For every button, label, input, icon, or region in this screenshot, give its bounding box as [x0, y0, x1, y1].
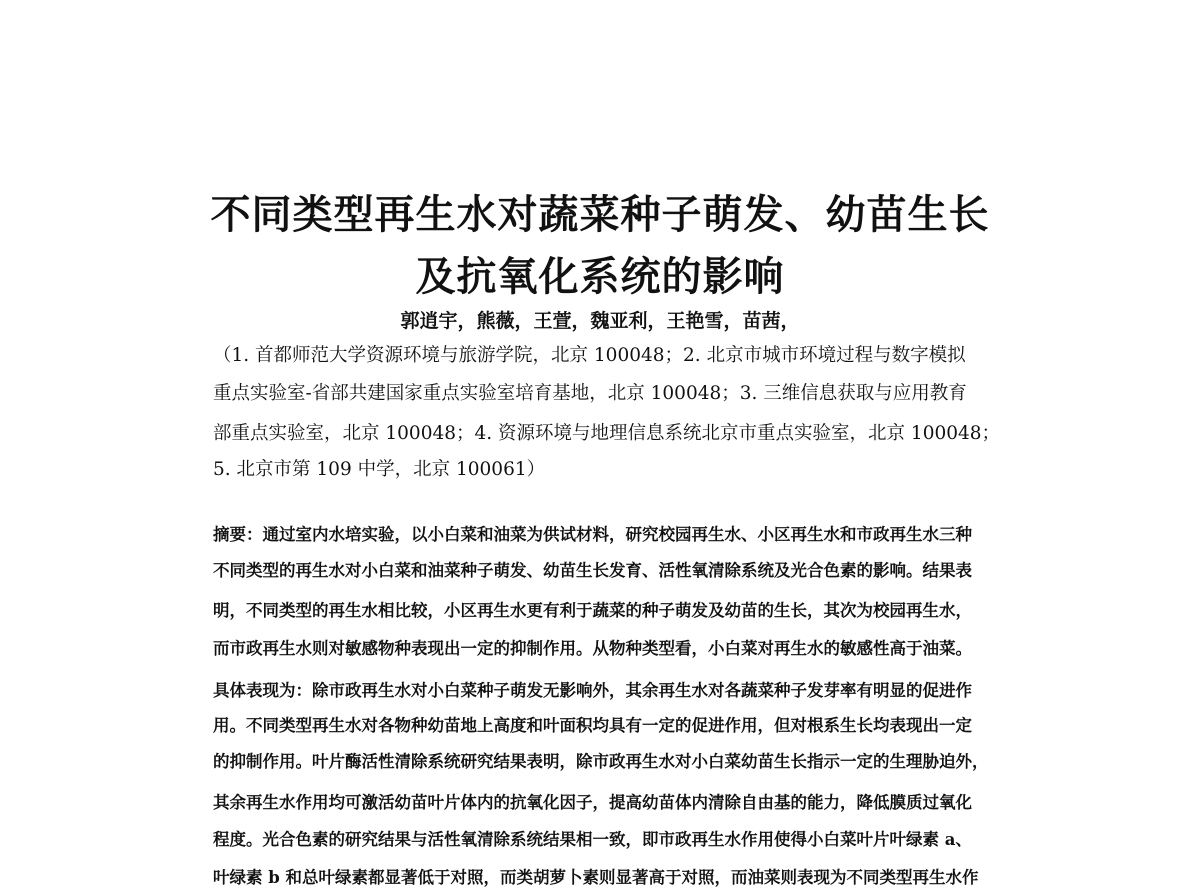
abstract-line: 明，不同类型的再生水相比较，小区再生水更有利于蔬菜的种子萌发及幼苗的生长，其次为校园再生水， — [213, 601, 972, 620]
abstract-line: 叶绿素 b 和总叶绿素都显著低于对照，而类胡萝卜素则显著高于对照，而油菜则表现为不同类型再生水作 — [213, 868, 979, 887]
abstract-line: 其余再生水作用均可激活幼苗叶片体内的抗氧化因子，提高幼苗体内清除自由基的能力，降低膜质过氧化 — [213, 793, 972, 812]
abstract-line: 程度。光合色素的研究结果与活性氧清除系统结果相一致，即市政再生水作用使得小白菜叶片叶绿素 a、 — [213, 830, 972, 849]
abstract-line: 不同类型的再生水对小白菜和油菜种子萌发、幼苗生长发育、活性氧清除系统及光合色素的影响。结果表 — [213, 561, 972, 580]
abstract-label: 摘要： — [213, 525, 263, 544]
author-list: 郭逍宇，熊薇，王萱，魏亚利，王艳雪，苗茜， — [400, 310, 800, 332]
affiliation-line: 部重点实验室，北京 100048；4. 资源环境与地理信息系统北京市重点实验室，北京 100048； — [213, 423, 1001, 444]
abstract-line: 的抑制作用。叶片酶活性清除系统研究结果表明，除市政再生水对小白菜幼苗生长指示一定的生理胁迫外， — [213, 752, 989, 771]
abstract-line: 而市政再生水则对敏感物种表现出一定的抑制作用。从物种类型看，小白菜对再生水的敏感性高于油菜。 — [213, 639, 972, 658]
title-line-2: 及抗氧化系统的影响 — [415, 254, 785, 300]
title-line-1: 不同类型再生水对蔬菜种子萌发、幼苗生长 — [210, 192, 990, 238]
abstract-line: 用。不同类型再生水对各物种幼苗地上高度和叶面积均具有一定的促进作用，但对根系生长均表现出一定 — [213, 716, 972, 735]
abstract-line: 摘要：通过室内水培实验，以小白菜和油菜为供试材料，研究校园再生水、小区再生水和市政再生水三种 — [213, 525, 972, 544]
affiliation-line: （1. 首都师范大学资源环境与旅游学院，北京 100048；2. 北京市城市环境过程与数字模拟 — [213, 345, 966, 366]
affiliation-line: 重点实验室-省部共建国家重点实验室培育基地，北京 100048；3. 三维信息获取与应用教育 — [213, 383, 967, 404]
abstract-line: 具体表现为：除市政再生水对小白菜种子萌发无影响外，其余再生水对各蔬菜种子发芽率有明显的促进作 — [213, 681, 972, 700]
affiliation-line: 5. 北京市第 109 中学，北京 100061） — [213, 459, 546, 480]
